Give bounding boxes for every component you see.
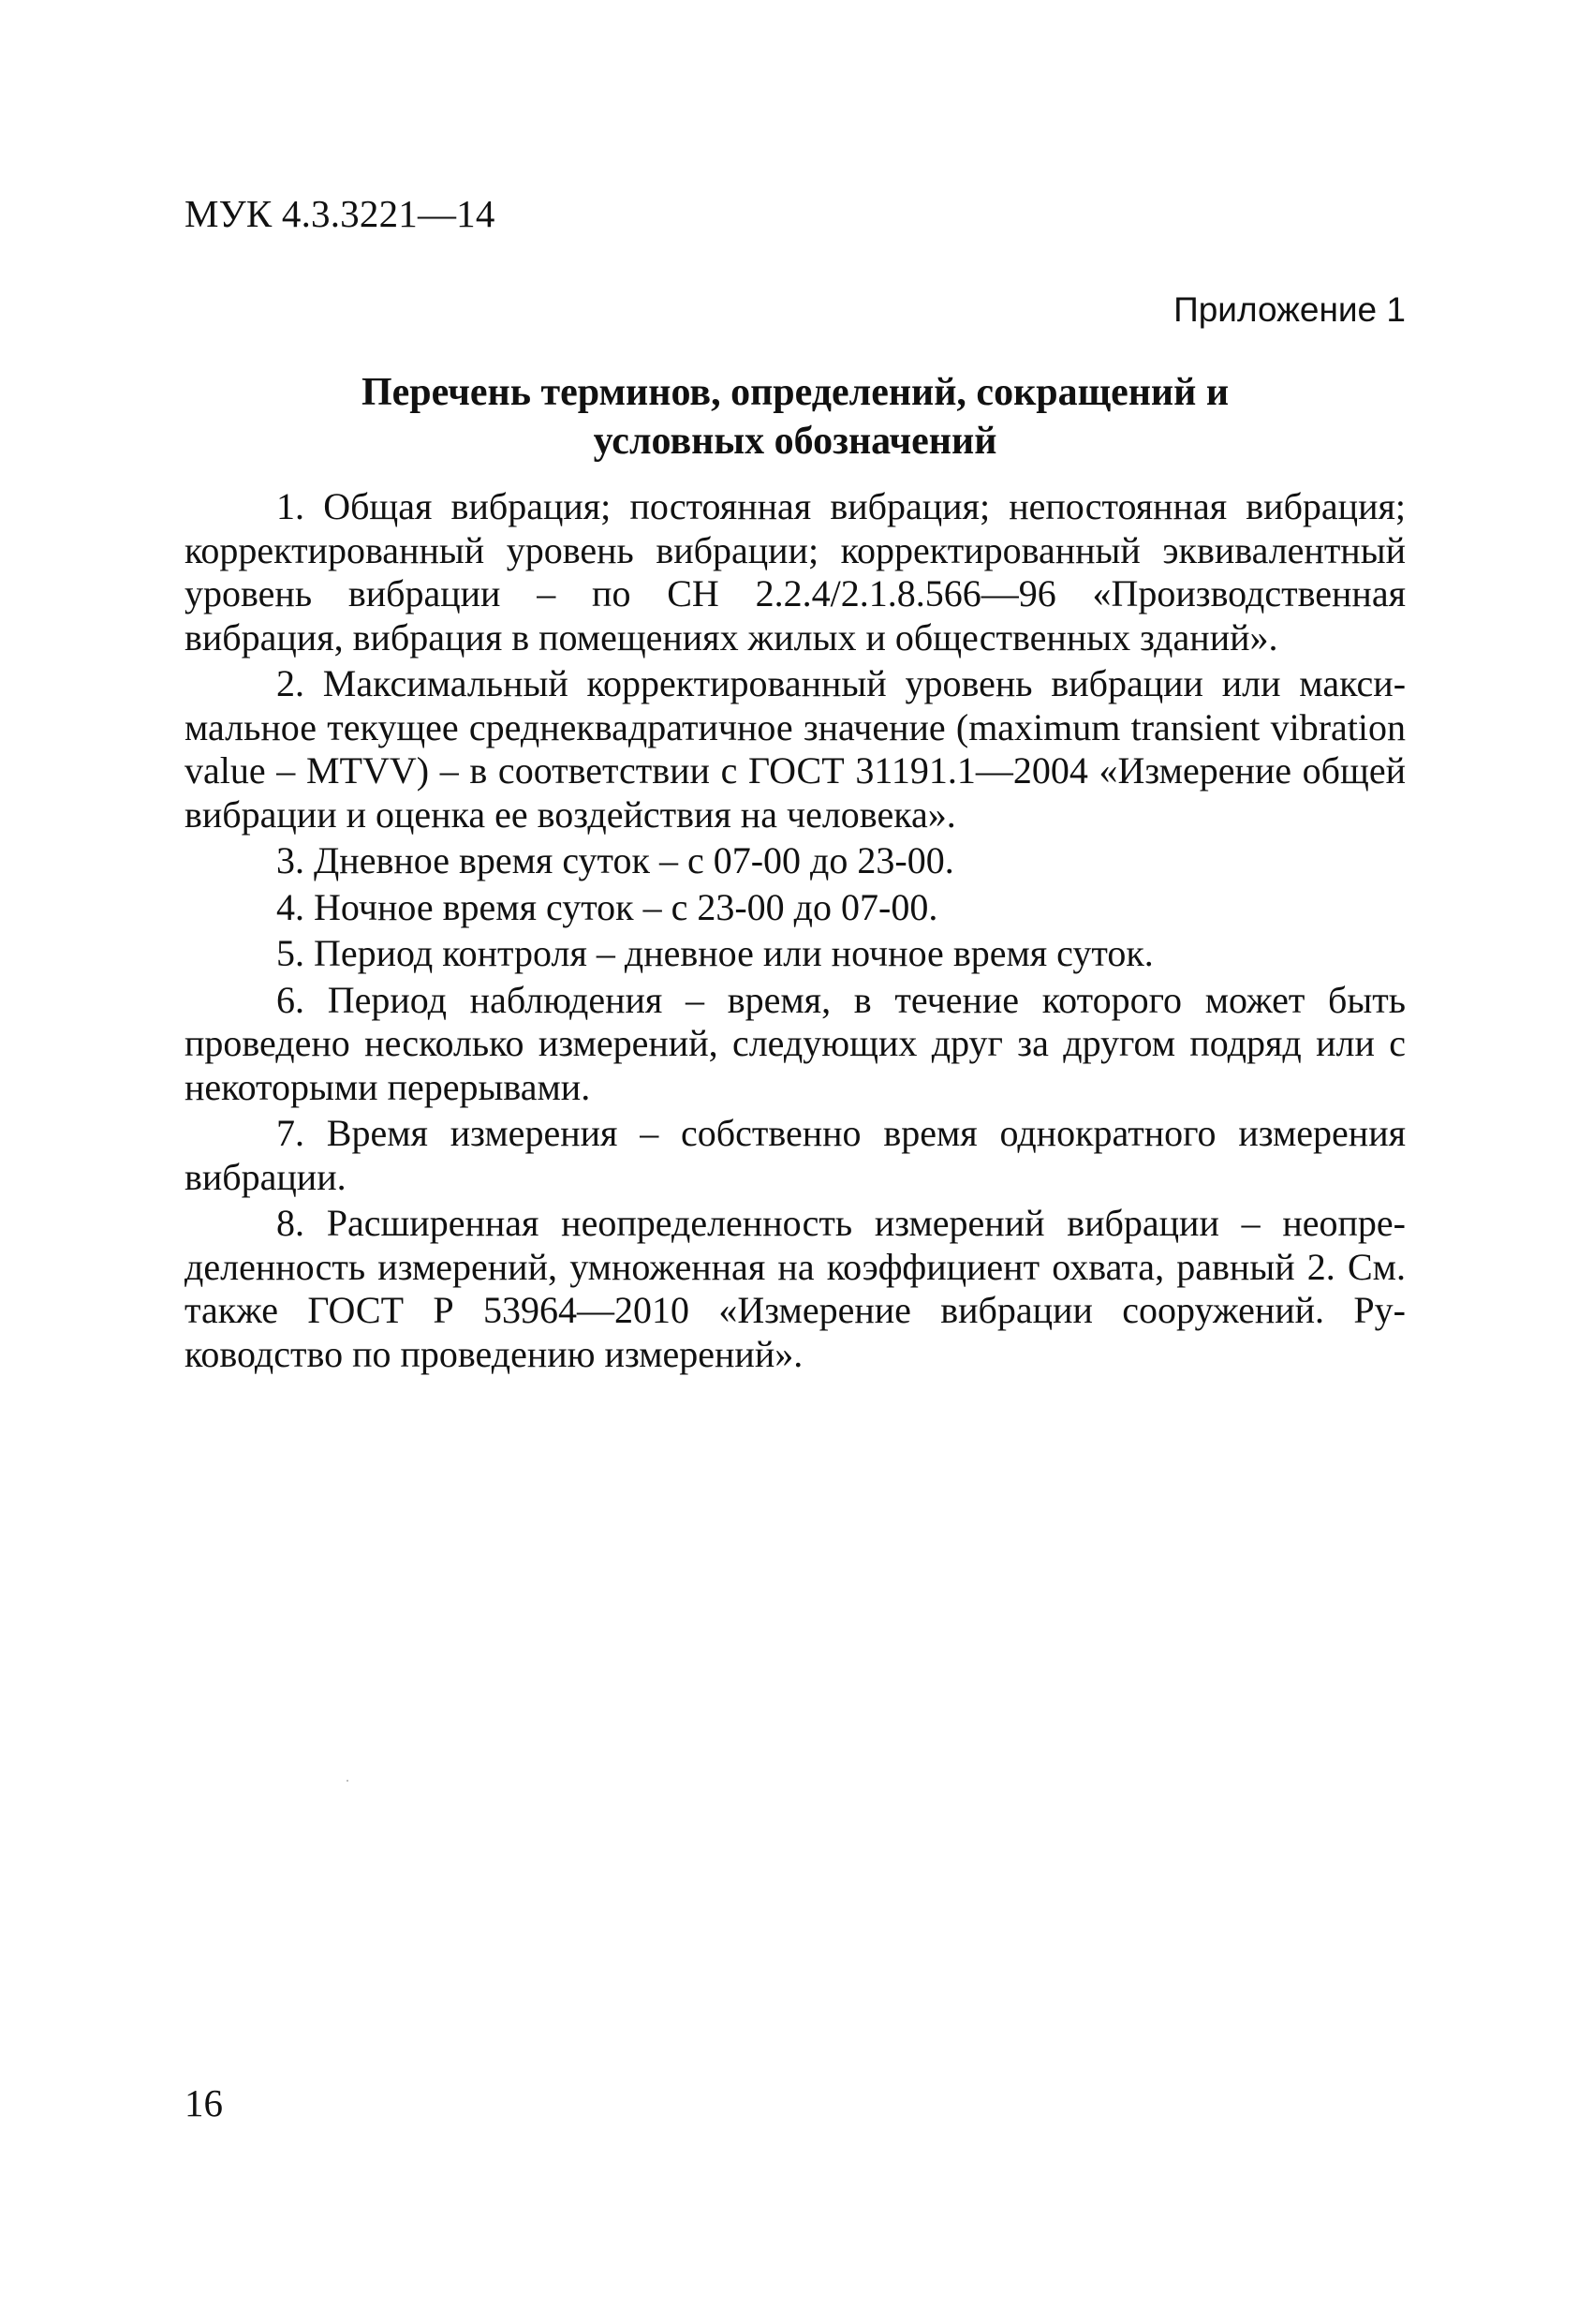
definition-number: 5. <box>276 932 304 974</box>
definition-number: 6. <box>276 978 304 1021</box>
definitions-list <box>184 485 1406 1379</box>
definition-item-4 <box>184 886 1406 930</box>
appendix-label: Приложение 1 <box>1173 290 1406 329</box>
definition-item-1 <box>184 485 1406 659</box>
definition-item-7 <box>184 1112 1406 1199</box>
definition-item-6 <box>184 979 1406 1110</box>
definition-number: 2. <box>276 662 304 704</box>
definition-text: Ночное время суток – с 23-00 до 07-00. <box>314 885 938 928</box>
definition-number: 1. <box>276 485 304 527</box>
definition-text: Максимальный корректированный уровень вибрации или максимальное текущее среднеквадратичное значение (maximum transient vibration value – MTVV) – в соответствии с ГОСТ 31191.1—2004 «Измерение общей вибрации и оценка ее воздействия на человека». <box>184 662 1407 836</box>
definition-number: 4. <box>276 885 304 928</box>
document-code: МУК 4.3.3221—14 <box>184 192 495 235</box>
definition-text: Период контроля – дневное или ночное время суток. <box>314 932 1154 974</box>
definition-text: Общая вибрация; постоянная вибрация; непостоянная вибрация; корректированный уровень вибрации; корректированный эквивалентный уровень вибрации – по СН 2.2.4/2.1.8.566—96 «Производственная вибрация, вибрация в помещениях жилых и общественных зданий». <box>184 485 1407 659</box>
definition-item-8 <box>184 1202 1406 1376</box>
definition-number: 7. <box>276 1112 304 1154</box>
definition-number: 8. <box>276 1202 304 1244</box>
section-title <box>184 368 1406 466</box>
scan-speck <box>347 1780 348 1782</box>
section-title-line-2: условных обозначений <box>593 420 997 463</box>
definition-item-5 <box>184 932 1406 976</box>
definition-item-2 <box>184 662 1406 836</box>
definition-text: Период наблюдения – время, в течение которого может быть проведено несколько измерений, следующих друг за другом подряд или с некоторыми перерывами. <box>184 978 1407 1108</box>
definition-item-3 <box>184 839 1406 883</box>
page-number: 16 <box>184 2081 223 2124</box>
definition-text: Расширенная неопределенность измерений вибрации – неопределенность измерений, умноженная на коэффициент охвата, равный 2. См. также ГОСТ Р 53964—2010 «Измерение вибрации сооружений. Руководство по проведению измерений». <box>184 1202 1406 1375</box>
definition-text: Дневное время суток – с 07-00 до 23-00. <box>314 839 954 881</box>
definition-number: 3. <box>276 839 304 881</box>
definition-text: Время измерения – собственно время однократного измерения вибрации. <box>184 1112 1407 1198</box>
section-title-line-1: Перечень терминов, определений, сокращений и <box>361 371 1230 414</box>
